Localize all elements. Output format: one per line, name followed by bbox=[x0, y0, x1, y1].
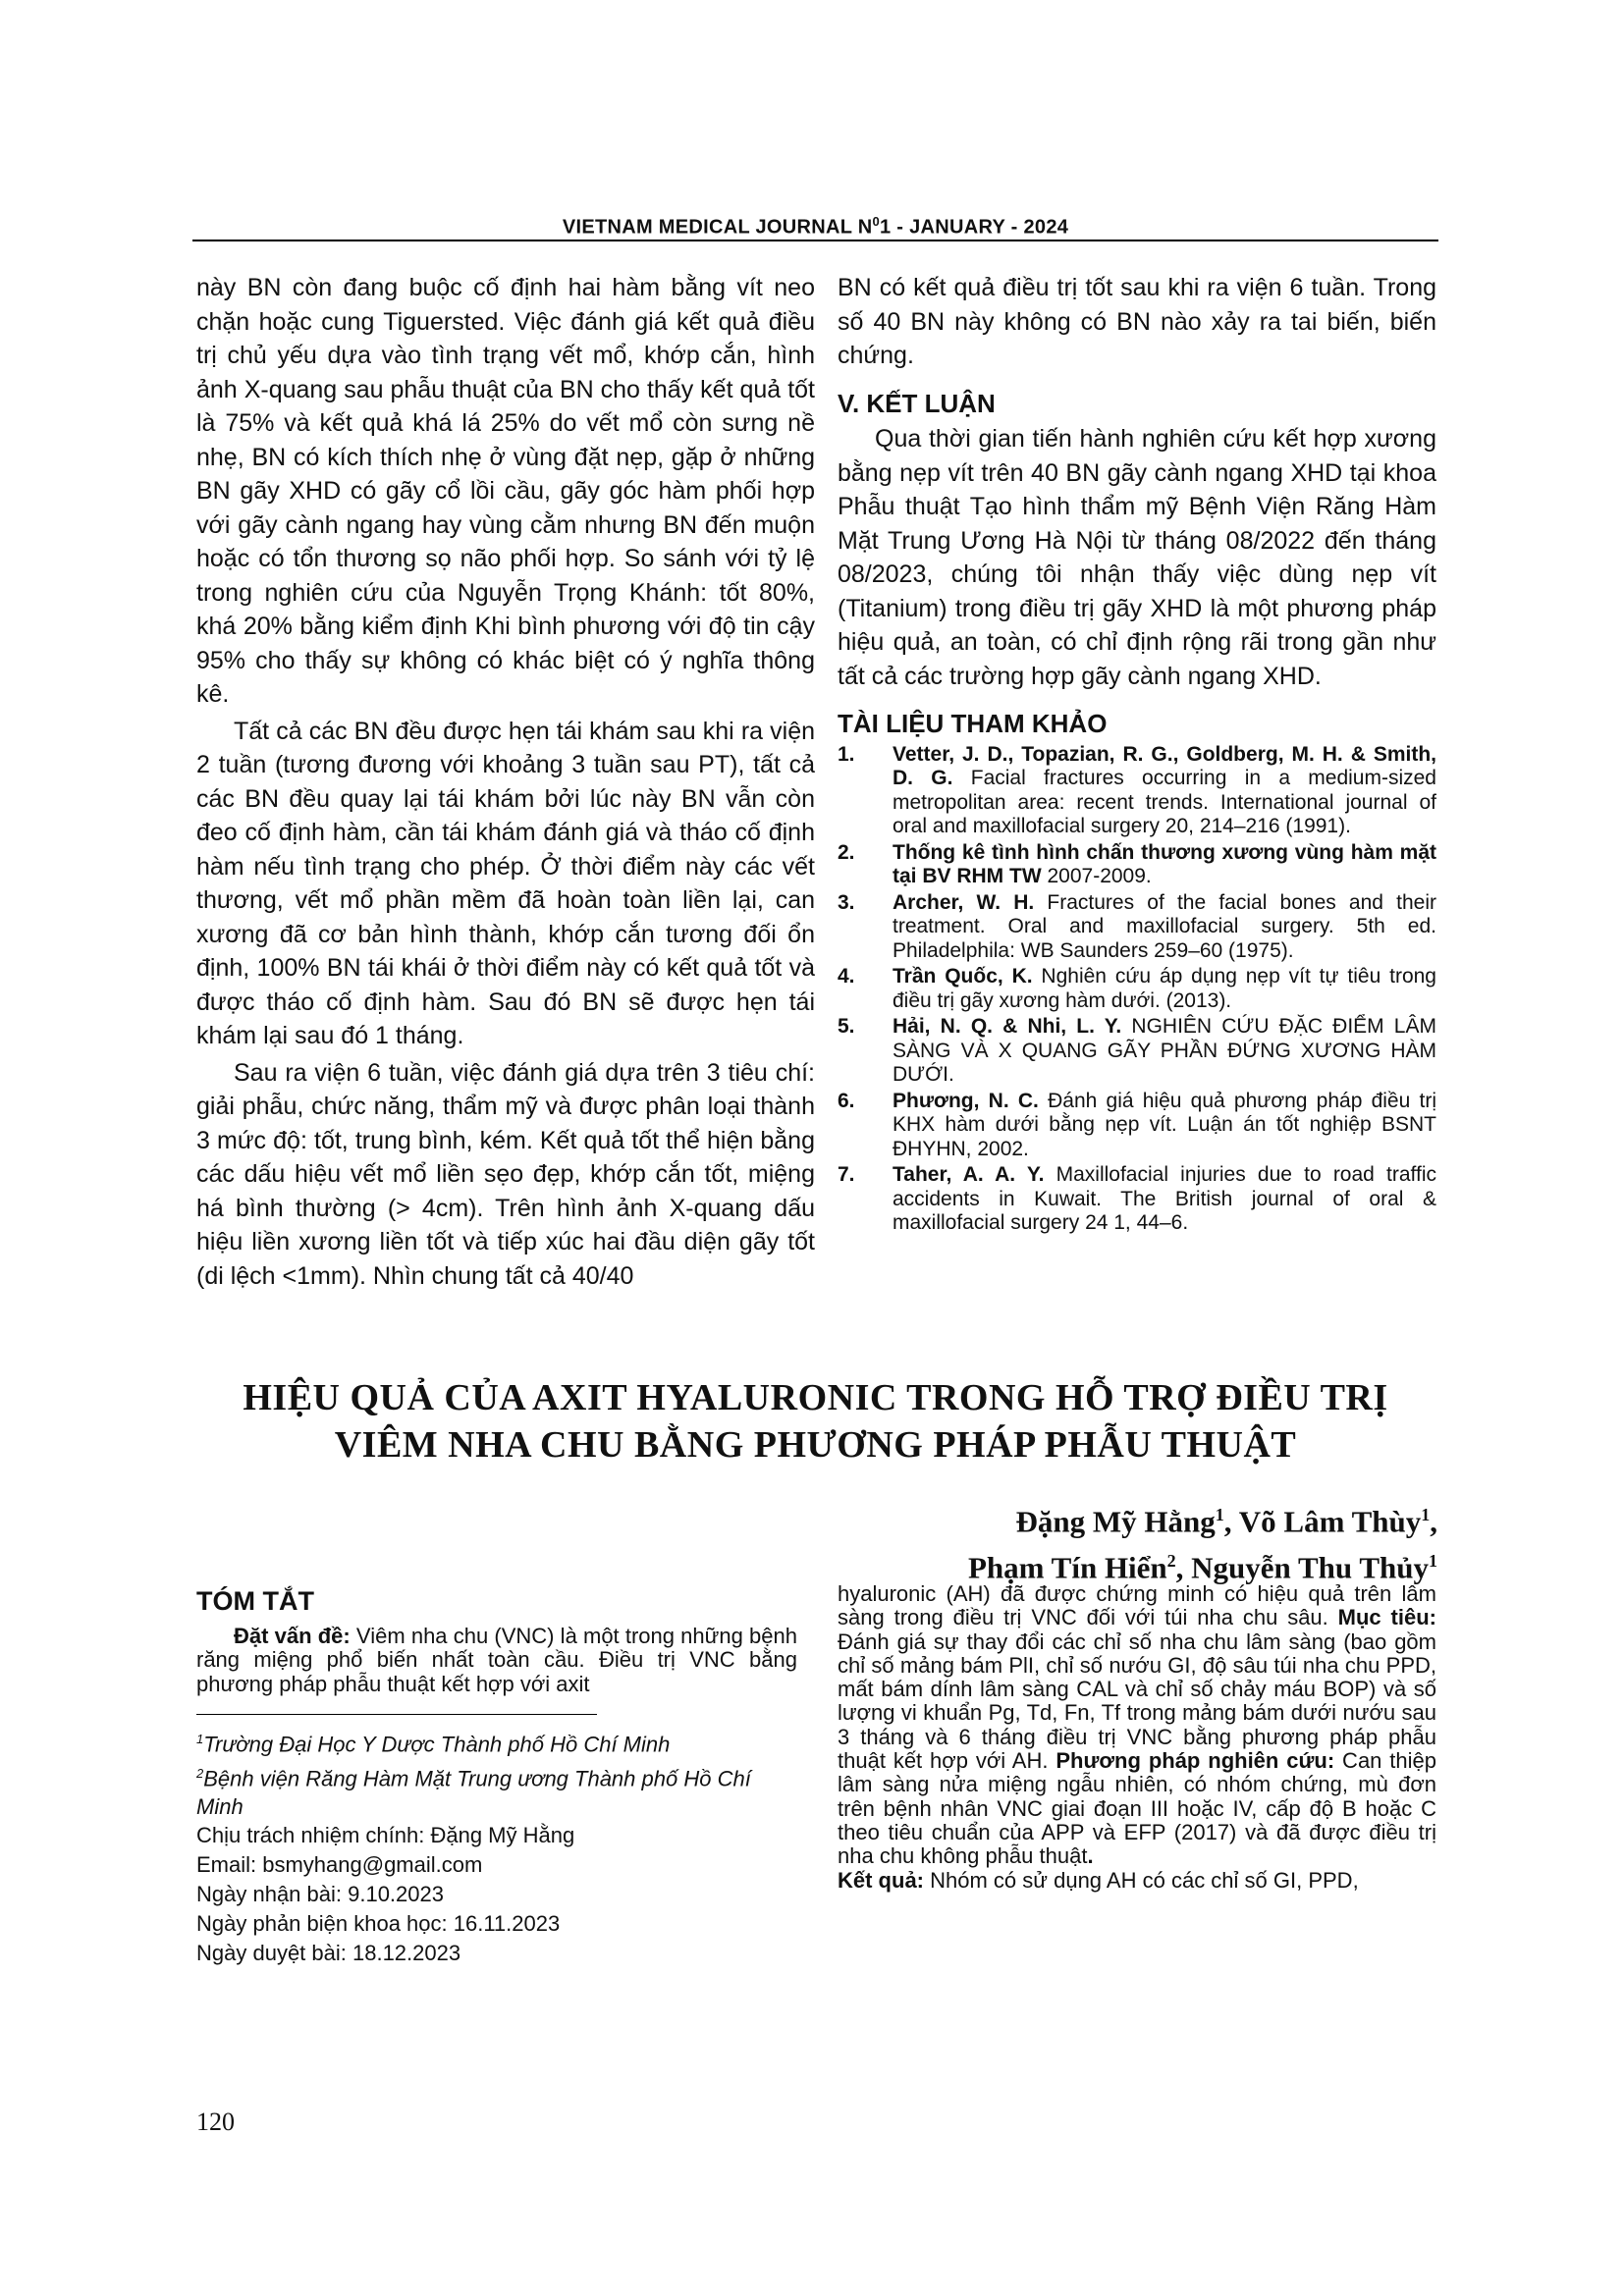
left-paragraph-3: Sau ra viện 6 tuần, việc đánh giá dựa trên 3 tiêu chí: giải phẫu, chức năng, thẩm mỹ và được phân loại thành 3 mức độ: tốt, trung bình, kém. Kết quả tốt thể hiện bằng các dấu hiệu vết mổ liền sẹo đẹp, khớp cắn tốt, miệng há bình thường (> 4cm). Trên hình ảnh X-quang dấu hiệu liền xương liền tốt và tiếp xúc hai đầu diện gãy tốt (di lệch <1mm). Nhìn chung tất cả 40/40 bbox=[196, 1058, 815, 1290]
affiliation-sup: 1 bbox=[196, 1732, 204, 1747]
reference-item bbox=[838, 841, 1436, 889]
methods-label: Phương pháp nghiên cứu: bbox=[1056, 1748, 1335, 1774]
reference-item bbox=[838, 965, 1436, 1013]
journal-name: VIETNAM MEDICAL JOURNAL N bbox=[562, 216, 873, 239]
results-text: Nhóm có sử dụng AH có các chỉ số GI, PPD, bbox=[924, 1867, 1359, 1893]
running-header bbox=[192, 214, 1438, 240]
author-separator: , bbox=[1223, 1504, 1239, 1539]
journal-issue: 1 - JANUARY - 2024 bbox=[880, 216, 1069, 239]
article-title bbox=[192, 1374, 1438, 1468]
reference-text: 2007-2009. bbox=[1041, 865, 1152, 887]
references-heading: TÀI LIỆU THAM KHẢO bbox=[838, 709, 1108, 738]
author-separator: , bbox=[1175, 1550, 1192, 1585]
abstract-right bbox=[838, 1582, 1436, 1893]
conclusion-paragraph: Qua thời gian tiến hành nghiên cứu kết hợp xương bằng nẹp vít trên 40 BN gãy cành ngang XHD tại khoa Phẫu thuật Tạo hình thẩm mỹ Bệnh Viện Răng Hàm Mặt Trung Ương Hà Nội từ tháng 08/2022 đến tháng 08/2023, chúng tôi nhận thấy việc dùng nẹp vít (Titanium) trong điều trị gãy XHD là một phương pháp hiệu quả, an toàn, có chỉ định rộng rãi trong gần như tất cả các trường hợp gãy cành ngang XHD. bbox=[838, 425, 1436, 690]
author-name: Nguyễn Thu Thủy bbox=[1191, 1550, 1429, 1585]
reference-number: 1. bbox=[838, 742, 855, 766]
references-list bbox=[838, 743, 1436, 1236]
reference-number: 7. bbox=[838, 1163, 855, 1186]
conclusion-heading: V. KẾT LUẬN bbox=[838, 388, 996, 418]
objective-text: Đánh giá sự thay đổi các chỉ số nha chu lâm sàng (bao gồm chỉ số mảng bám PlI, chỉ số nướu GI, độ sâu túi nha chu PPD, mất bám dính lâm sàng CAL và chỉ số chảy máu BOP) và số lượng vi khuẩn Pg, Td, Fn, Tf trong mảng bám dưới nướu sau 3 tháng và 6 tháng điều trị VNC bằng phương pháp phẫu thuật kết hợp với AH. bbox=[838, 1629, 1436, 1774]
left-paragraph-1: này BN còn đang buộc cố định hai hàm bằng vít neo chặn hoặc cung Tiguersted. Việc đánh giá kết quả điều trị chủ yếu dựa vào tình trạng vết mổ, khớp cắn, hình ảnh X-quang sau phẫu thuật của BN cho thấy kết quả tốt là 75% và kết quả khá lá 25% do vết mổ còn sưng nề nhẹ, BN có kích thích nhẹ ở vùng đặt nẹp, gặp ở những BN gãy XHD có gãy cổ lồi cầu, gãy góc hàm phối hợp với gãy cành ngang hay vùng cằm nhưng BN đến muộn hoặc có tổn thương sọ não phối hợp. So sánh với tỷ lệ trong nghiên cứu của Nguyễn Trọng Khánh: tốt 80%, khá 20% bằng kiểm định Khi bình phương với độ tin cậy 95% cho thấy sự không có khác biệt có ý nghĩa thông kê. bbox=[196, 274, 815, 708]
reference-item bbox=[838, 743, 1436, 839]
author-separator: , bbox=[1430, 1504, 1437, 1539]
methods-end: . bbox=[1087, 1843, 1094, 1869]
reference-author: Trần Quốc, K. bbox=[893, 965, 1033, 988]
footnote-rule bbox=[196, 1714, 597, 1716]
article-title-line-1: HIỆU QUẢ CỦA AXIT HYALURONIC TRONG HỖ TRỢ ĐIỀU TRỊ bbox=[243, 1377, 1388, 1418]
author-list bbox=[968, 1495, 1437, 1588]
reference-item bbox=[838, 1163, 1436, 1236]
author-affiliation-sup: 1 bbox=[1421, 1505, 1431, 1524]
affiliation-sup: 2 bbox=[196, 1765, 204, 1781]
author-affiliation-sup: 1 bbox=[1215, 1505, 1224, 1524]
reference-text: Facial fractures occurring in a medium-sized metropolitan area: recent trends. International journal of oral and maxillofacial surgery 20, 214–216 (1991). bbox=[893, 767, 1436, 837]
corresponding-author: Chịu trách nhiệm chính: Đặng Mỹ Hằng bbox=[196, 1823, 575, 1848]
author-affiliation-sup: 1 bbox=[1429, 1551, 1437, 1572]
accepted-date: Ngày duyệt bài: 18.12.2023 bbox=[196, 1941, 461, 1966]
page-number: 120 bbox=[196, 2108, 235, 2136]
reference-author: Taher, A. A. Y. bbox=[893, 1163, 1045, 1186]
objective-label: Mục tiêu: bbox=[1337, 1605, 1436, 1630]
abstract-lead-text: Viêm nha chu (VNC) là một trong những bệnh răng miệng phổ biến nhất toàn cầu. Điều trị VNC bằng phương pháp phẫu thuật kết hợp với axit bbox=[196, 1624, 797, 1696]
reference-author: Vetter, J. D., Topazian, R. G., Goldberg, M. H. & Smith, D. G. bbox=[893, 742, 1436, 789]
reference-author: Phương, N. C. bbox=[893, 1089, 1039, 1112]
author-affiliation-sup: 2 bbox=[1166, 1551, 1176, 1572]
reference-author: Thống kê tình hình chấn thương xương vùng hàm mặt tại BV RHM TW bbox=[893, 840, 1436, 887]
author-name: Đặng Mỹ Hằng bbox=[1015, 1504, 1216, 1539]
right-paragraph-1: BN có kết quả điều trị tốt sau khi ra viện 6 tuần. Trong số 40 BN này không có BN nào xảy ra tai biến, biến chứng. bbox=[838, 274, 1436, 369]
header-rule bbox=[192, 240, 1438, 241]
reference-number: 6. bbox=[838, 1089, 855, 1112]
affiliation-text: Trường Đại Học Y Dược Thành phố Hồ Chí Minh bbox=[203, 1732, 671, 1757]
reference-text: Đánh giá hiệu quả phương pháp điều trị KHX hàm dưới bằng nẹp vít. Luận án tốt nghiệp BSNT ĐHYHN, 2002. bbox=[893, 1089, 1436, 1160]
affiliation-2 bbox=[196, 1759, 797, 1821]
reference-item bbox=[838, 891, 1436, 964]
reference-author: Archer, W. H. bbox=[893, 890, 1035, 914]
reference-number: 3. bbox=[838, 890, 855, 914]
left-paragraph-2: Tất cả các BN đều được hẹn tái khám sau khi ra viện 2 tuần (tương đương với khoảng 3 tuần sau PT), tất cả các BN đều quay lại tái khám bởi lúc này BN vẫn còn đeo cố định hàm, cần tái khám đánh giá và tháo cố định hàm nếu tình trạng cho phép. Ở thời điểm này các vết thương, vết mổ phần mềm đã hoàn toàn liền lại, can xương đã cơ bản hình thành, khớp cắn tương đối ổn định, 100% BN tái khái ở thời điểm này có kết quả tốt và được tháo cố định hàm. Sau đó BN sẽ được hẹn tái khám lại sau đó 1 tháng. bbox=[196, 717, 815, 1049]
reference-number: 5. bbox=[838, 1015, 855, 1038]
reference-number: 2. bbox=[838, 840, 855, 864]
abstract-lead bbox=[196, 1625, 797, 1696]
methods-text: Can thiệp lâm sàng nửa miệng ngẫu nhiên, có nhóm chứng, mù đơn trên bệnh nhân VNC giai đoạn III hoặc IV, cấp độ B hoặc C theo tiêu chuẩn của APP và EFP (2017) và đã được điều trị nha chu không phẫu thuật bbox=[838, 1748, 1437, 1869]
journal-number-sup: 0 bbox=[872, 214, 881, 229]
article-title-line-2: VIÊM NHA CHU BẰNG PHƯƠNG PHÁP PHẪU THUẬT bbox=[334, 1424, 1297, 1466]
affiliation-1 bbox=[196, 1725, 797, 1758]
reference-item bbox=[838, 1090, 1436, 1162]
abstract-right-intro: hyaluronic (AH) đã được chứng minh có hiệu quả trên lâm sàng trong điều trị VNC đối với túi nha chu sâu. bbox=[838, 1581, 1436, 1630]
author-line-1 bbox=[968, 1495, 1437, 1541]
reference-text: Fractures of the facial bones and their treatment. Oral and maxillofacial surgery. 5th ed. Philadelphila: WB Saunders 259–60 (1975). bbox=[893, 890, 1436, 962]
reference-text: Nghiên cứu áp dụng nẹp vít tự tiêu trong điều trị gãy xương hàm dưới. (2013). bbox=[893, 965, 1436, 1012]
right-column bbox=[838, 271, 1436, 1238]
reference-item bbox=[838, 1015, 1436, 1088]
reference-author: Hải, N. Q. & Nhi, L. Y. bbox=[893, 1015, 1122, 1038]
affiliation-text: Bệnh viện Răng Hàm Mặt Trung ương Thành phố Hồ Chí Minh bbox=[196, 1766, 751, 1820]
abstract-left bbox=[196, 1586, 797, 1968]
email: Email: bsmyhang@gmail.com bbox=[196, 1852, 483, 1878]
author-name: Phạm Tín Hiển bbox=[967, 1550, 1167, 1585]
left-column bbox=[196, 271, 815, 1296]
reference-number: 4. bbox=[838, 965, 855, 988]
received-date: Ngày nhận bài: 9.10.2023 bbox=[196, 1882, 444, 1907]
author-name: Võ Lâm Thùy bbox=[1238, 1504, 1422, 1539]
reviewed-date: Ngày phản biện khoa học: 16.11.2023 bbox=[196, 1911, 561, 1937]
abstract-heading: TÓM TẮT bbox=[196, 1586, 314, 1616]
reference-text: NGHIÊN CỨU ĐẶC ĐIỂM LÂM SÀNG VÀ X QUANG GÃY PHẦN ĐỨNG XƯƠNG HÀM DƯỚI. bbox=[893, 1015, 1436, 1086]
abstract-lead-label: Đặt vấn đề: bbox=[234, 1624, 351, 1648]
results-label: Kết quả: bbox=[838, 1867, 924, 1893]
reference-text: Maxillofacial injuries due to road traffic accidents in Kuwait. The British journal of oral & maxillofacial surgery 24 1, 44–6. bbox=[893, 1163, 1436, 1234]
